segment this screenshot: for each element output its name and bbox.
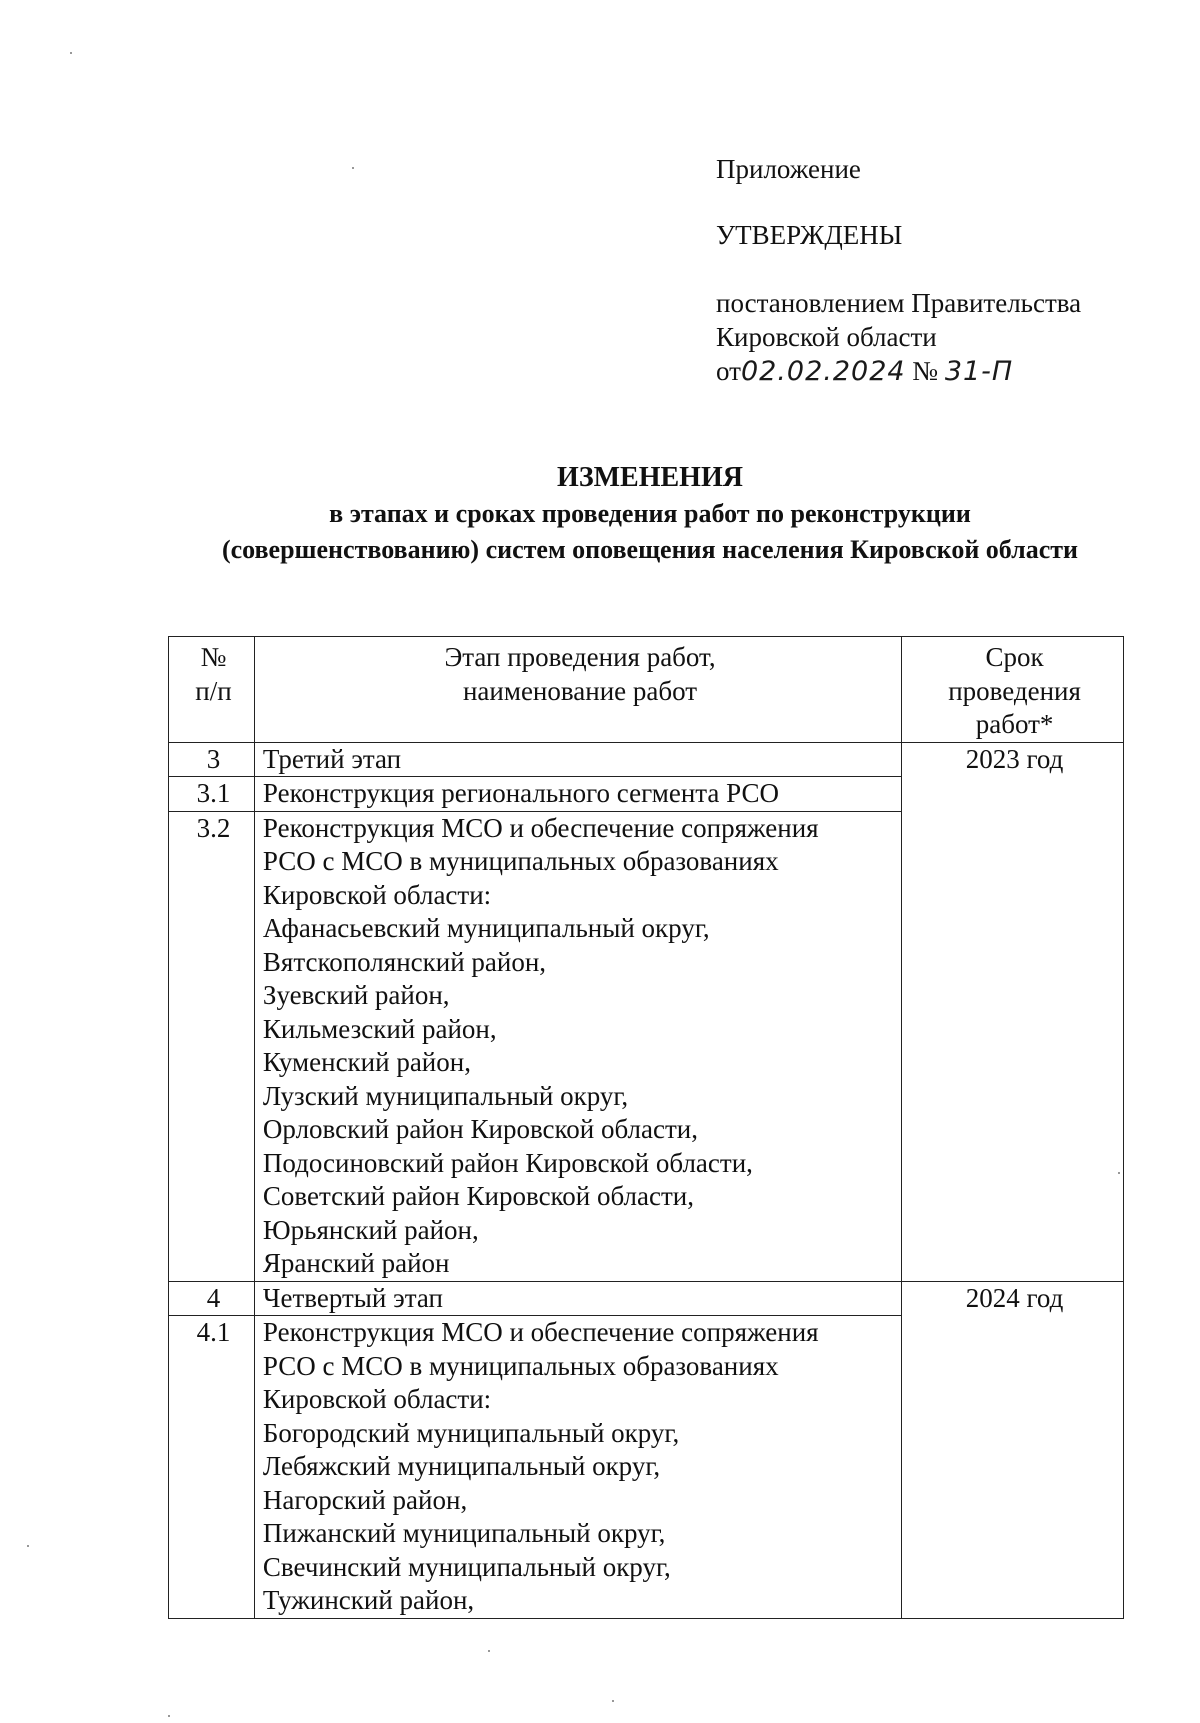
row-stage-line: Лузский муниципальный округ, — [262, 1080, 629, 1111]
row-stage-line: Реконструкция МСО и обеспечение сопряжения — [262, 1317, 819, 1347]
row-stage-line: РСО с МСО в муниципальных образованиях — [262, 846, 779, 876]
header-num-line: № — [200, 642, 227, 672]
row-stage-line: Зуевский район, — [262, 980, 450, 1010]
decree-date-line — [716, 354, 1013, 389]
row-stage-line: Свечинский муниципальный округ, — [262, 1551, 671, 1582]
handwritten-number: 31-П — [944, 356, 1014, 387]
row-stage-line: Лебяжский муниципальный округ, — [262, 1451, 661, 1481]
row-stage-line: Юрьянский район, — [262, 1214, 479, 1245]
number-prefix: № — [912, 356, 939, 386]
row-stage-line: Кировской области: — [262, 879, 492, 910]
row-stage-line: Третий этап — [262, 743, 402, 774]
scan-speck — [488, 1650, 490, 1652]
table-header-row — [169, 637, 1124, 743]
row-num: 3.1 — [169, 777, 255, 812]
row-stage-line: РСО с МСО в муниципальных образованиях — [262, 1350, 779, 1381]
row-stage-line: Тужинский район, — [262, 1585, 475, 1615]
row-stage-line: Афанасьевский муниципальный округ, — [262, 913, 710, 943]
row-stage-line: Кировской области: — [262, 1384, 492, 1414]
row-stage — [254, 777, 901, 812]
header-term-line: проведения — [948, 675, 1081, 706]
row-stage-line: Куменский район, — [262, 1047, 471, 1077]
scan-speck — [27, 1545, 29, 1547]
row-stage — [254, 1281, 901, 1316]
scan-speck — [1118, 1172, 1120, 1174]
header-stage-line: наименование работ — [462, 675, 698, 706]
row-stage-line: Советский район Кировской области, — [262, 1181, 694, 1211]
row-num: 4 — [169, 1281, 255, 1316]
row-stage-line: Пижанский муниципальный округ, — [262, 1518, 666, 1548]
row-num: 3 — [169, 742, 255, 777]
header-term-line: работ* — [975, 709, 1054, 739]
title-line-2: (совершенствованию) систем оповещения населения Кировской области — [221, 535, 1079, 564]
handwritten-date: 02.02.2024 — [740, 356, 906, 387]
title-main: ИЗМЕНЕНИЯ — [557, 462, 743, 493]
date-prefix: от — [716, 356, 741, 386]
row-num: 3.2 — [169, 811, 255, 1281]
scan-speck — [352, 167, 354, 169]
header-term-line: Срок — [985, 642, 1044, 672]
row-stage-line: Яранский район — [262, 1248, 450, 1278]
scan-speck — [168, 1715, 170, 1717]
row-num: 4.1 — [169, 1316, 255, 1619]
row-stage-line: Реконструкция МСО и обеспечение сопряжения — [262, 812, 819, 843]
scan-speck — [612, 1700, 614, 1702]
row-stage-line: Нагорский район, — [262, 1484, 468, 1515]
row-stage — [254, 742, 901, 777]
row-stage — [254, 811, 901, 1281]
header-stage-line: Этап проведения работ, — [444, 642, 716, 672]
attachment-label: Приложение — [716, 154, 861, 184]
stages-table — [168, 636, 1124, 1619]
document-title — [150, 460, 1150, 568]
header-stage — [254, 637, 901, 743]
row-stage-line: Реконструкция регионального сегмента РСО — [262, 778, 780, 808]
row-stage-line: Подосиновский район Кировской области, — [262, 1147, 753, 1178]
header-num-line: п/п — [195, 675, 232, 706]
scan-speck — [70, 52, 72, 54]
decree-line-2: Кировской области — [716, 322, 937, 352]
header-term — [902, 637, 1124, 743]
row-stage-line: Вятскополянский район, — [262, 946, 547, 977]
table-row — [169, 742, 1124, 777]
approved-label: УТВЕРЖДЕНЫ — [716, 220, 903, 250]
decree-line-1: постановлением Правительства — [716, 288, 1082, 318]
row-stage — [254, 1316, 901, 1619]
header-num — [169, 637, 255, 743]
row-term: 2024 год — [902, 1281, 1124, 1618]
title-line-1: в этапах и сроках проведения работ по реконструкции — [329, 499, 971, 528]
row-term: 2023 год — [902, 742, 1124, 1281]
table-row — [169, 1281, 1124, 1316]
row-stage-line: Кильмезский район, — [262, 1013, 497, 1044]
row-stage-line: Богородский муниципальный округ, — [262, 1417, 680, 1448]
row-stage-line: Орловский район Кировской области, — [262, 1114, 698, 1144]
row-stage-line: Четвертый этап — [262, 1282, 443, 1313]
